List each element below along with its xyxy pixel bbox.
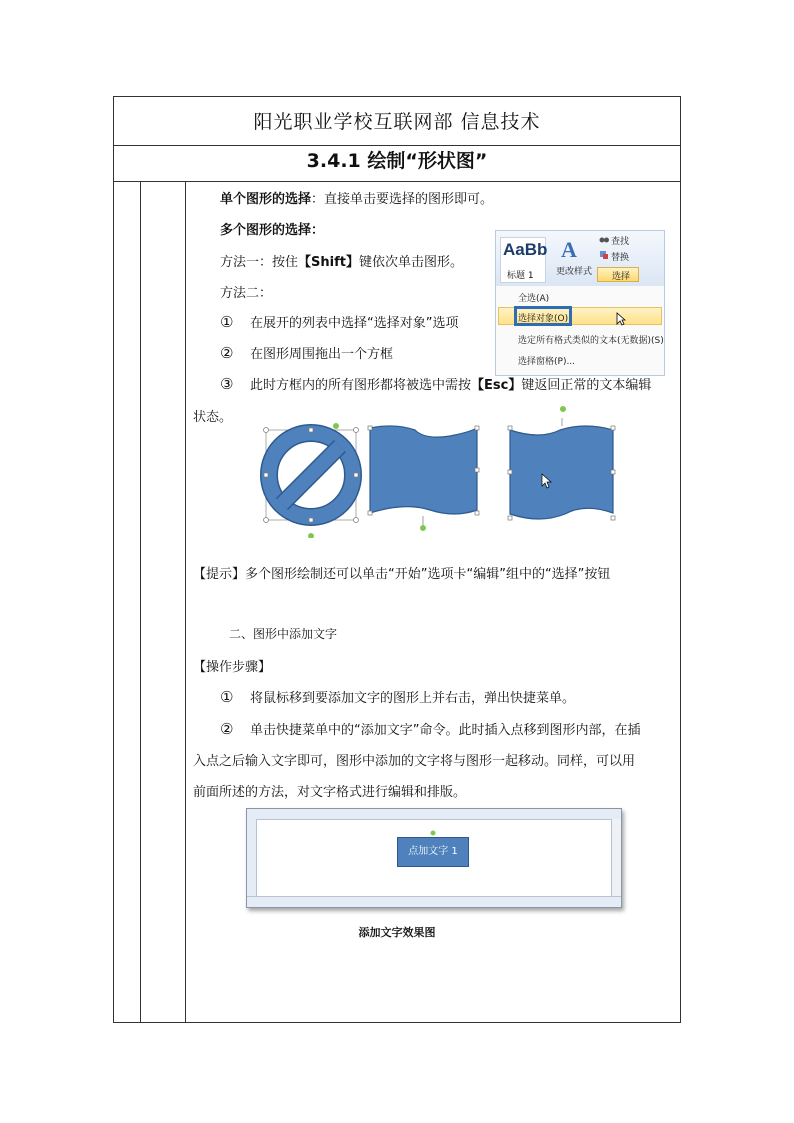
step3-text: 此时方框内的所有图形都将被选中需按: [250, 378, 472, 393]
table-column-line: [140, 181, 141, 1023]
op2-line-3: 前面所述的方法，对文字格式进行编辑和排版。: [193, 785, 467, 800]
shapes-illustration: [255, 418, 625, 538]
step2-number: ②: [220, 344, 234, 362]
no-symbol-shape[interactable]: [264, 423, 359, 538]
table-divider: [114, 181, 680, 182]
wave-shape-right[interactable]: [508, 418, 615, 520]
svg-text:A: A: [561, 237, 577, 262]
horizontal-ruler: [247, 809, 621, 820]
step3-line: [220, 374, 651, 393]
rotation-handle-icon[interactable]: [429, 829, 437, 837]
find-button[interactable]: 查找: [611, 237, 630, 247]
menu-item-selection-pane[interactable]: 选择窗格(P)...: [518, 357, 576, 367]
step2-line: [220, 343, 393, 362]
step3-number: ③: [220, 375, 234, 393]
ribbon-screenshot: [495, 230, 665, 376]
op2-number: ②: [220, 720, 234, 738]
binoculars-icon: [599, 234, 609, 244]
style-preview-text: AaBb: [503, 240, 548, 259]
single-select-line: [220, 188, 493, 207]
section2-heading: 二、图形中添加文字: [229, 627, 338, 641]
esc-key: 【Esc】: [471, 378, 522, 393]
step2-text: 在图形周围拖出一个方框: [250, 347, 394, 362]
op1-text: 将鼠标移到要添加文字的图形上并右击，弹出快捷菜单。: [250, 691, 576, 706]
rotation-handle-icon[interactable]: [558, 404, 568, 414]
op2-text: 单击快捷菜单中的“添加文字”命令。此时插入点移到图形内部，在插: [250, 723, 641, 738]
method1-line: [220, 251, 463, 270]
method1-text: 方法一：按住: [220, 255, 299, 270]
ribbon-toolbar: [496, 231, 664, 287]
single-select-label: 单个图形的选择: [220, 192, 312, 207]
vertical-scrollbar[interactable]: [611, 819, 621, 897]
select-dropdown-menu: [496, 286, 664, 376]
step1-number: ①: [220, 313, 234, 331]
step3-text-end: 键返回正常的文本编辑: [521, 378, 652, 393]
menu-item-select-similar[interactable]: 选定所有格式类似的文本(无数据)(S): [518, 336, 664, 346]
select-label: 选择: [612, 272, 631, 282]
table-column-line: [185, 181, 186, 1023]
shift-key: 【Shift】: [298, 255, 359, 270]
shape-text-box[interactable]: 点加文字 1: [397, 837, 469, 867]
op2-line-2: 入点之后输入文字即可，图形中添加的文字将与图形一起移动。同样，可以用: [193, 754, 636, 769]
method2-line: 方法二：: [220, 286, 273, 301]
operation-steps-label: 【操作步骤】: [193, 660, 272, 675]
school-title: 阳光职业学校互联网部 信息技术: [253, 111, 541, 133]
select-button[interactable]: [597, 267, 639, 282]
step1-text: 在展开的列表中选择“选择对象”选项: [250, 316, 459, 331]
highlight-frame: [514, 306, 572, 326]
multi-select-label: 多个图形的选择：: [220, 223, 325, 238]
figure-caption: 添加文字效果图: [358, 926, 436, 939]
menu-item-select-objects[interactable]: 选择对象(O): [518, 314, 569, 324]
step1-line: [220, 312, 458, 331]
style-gallery-item[interactable]: [500, 237, 546, 283]
step3-continued: 状态。: [193, 410, 233, 425]
replace-button[interactable]: 替换: [611, 253, 630, 263]
mouse-cursor-icon: [616, 312, 626, 326]
tip-line: 【提示】多个图形绘制还可以单击“开始”选项卡“编辑”组中的“选择”按钮: [193, 567, 611, 582]
op1-number: ①: [220, 688, 234, 706]
style-name: 标题 1: [507, 271, 534, 281]
replace-icon: [599, 250, 609, 260]
menu-item-select-all[interactable]: 全选(A): [518, 294, 550, 304]
op2-line: [220, 719, 640, 738]
lesson-title: 3.4.1 绘制“形状图”: [306, 150, 488, 172]
horizontal-scrollbar[interactable]: [247, 896, 621, 907]
change-style-icon[interactable]: [558, 236, 584, 262]
method1-text-end: 键依次单击图形。: [358, 255, 463, 270]
single-select-text: ：直接单击要选择的图形即可。: [311, 192, 494, 207]
vertical-ruler: [247, 819, 257, 897]
wave-shape-left[interactable]: [368, 426, 479, 531]
change-style-label[interactable]: 更改样式: [556, 267, 593, 277]
op1-line: [220, 687, 575, 706]
editor-screenshot: [246, 808, 622, 908]
